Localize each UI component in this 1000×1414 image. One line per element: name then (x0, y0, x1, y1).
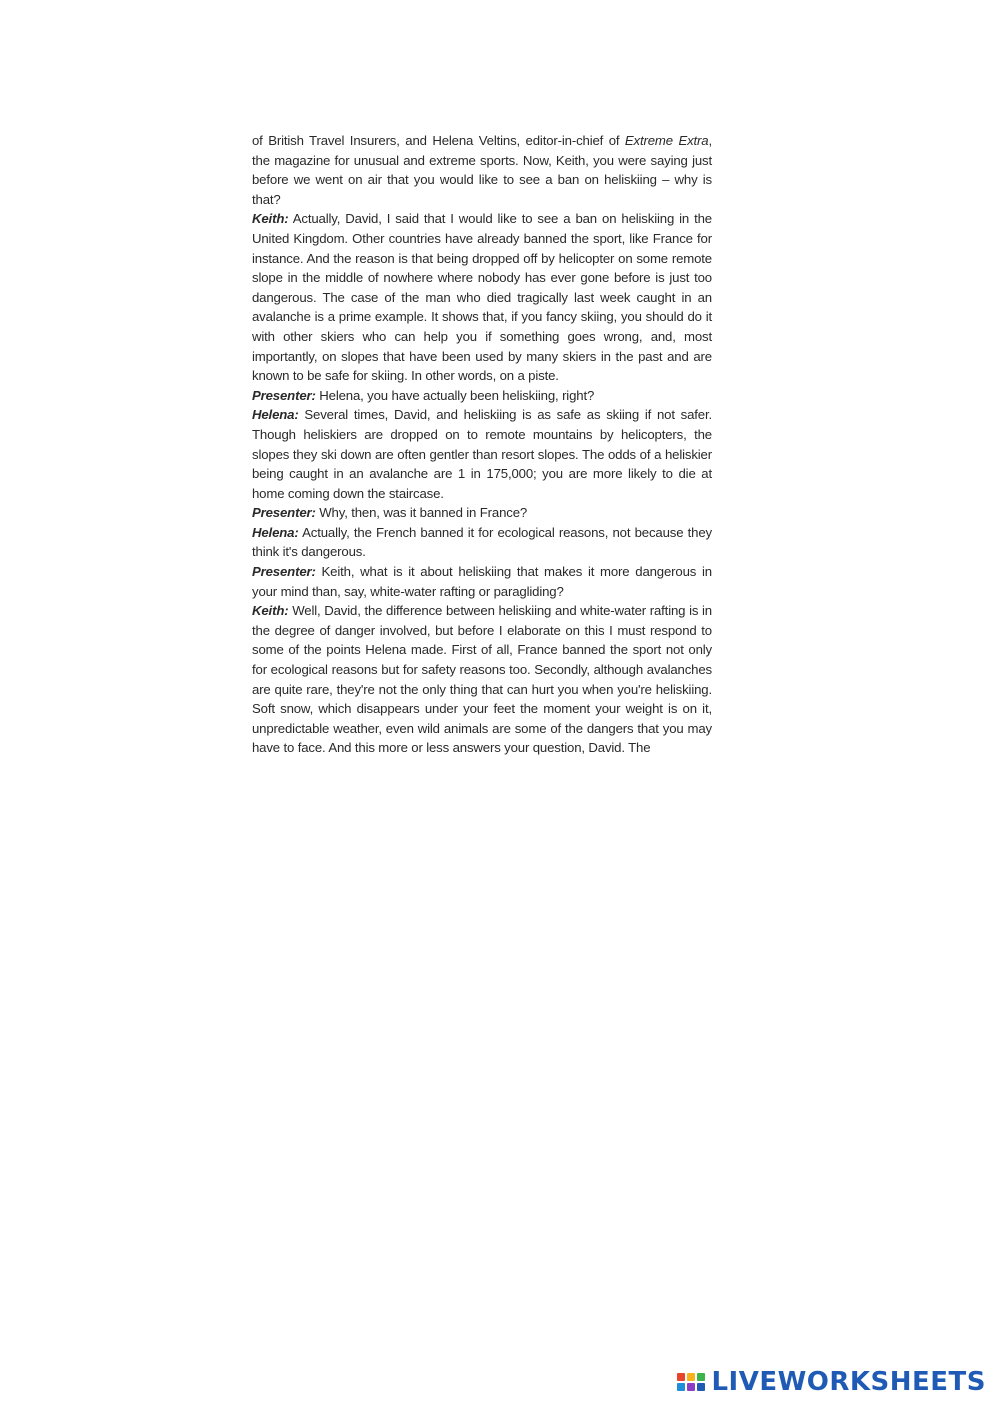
dialogue-turn (252, 523, 712, 562)
turn-text: Keith, what is it about heliskiing that makes it more dangerous in your mind than, say, white-water rafting or paragliding? (252, 564, 712, 599)
logo-square (697, 1373, 705, 1381)
turn-text: Several times, David, and heliskiing is as safe as skiing if not safer. Though heliskiers are dropped on to remote mountains by helicopters, the slopes they ski down are often gentler than resort slopes. The odds of a heliskier being caught in an avalanche are 1 in 175,000; you are more likely to die at home coming down the staircase. (252, 407, 712, 501)
intro-text-start: of British Travel Insurers, and Helena Veltins, editor-in-chief of (252, 133, 625, 148)
turn-text: Actually, the French banned it for ecological reasons, not because they think it's dangerous. (252, 524, 712, 560)
dialogue-turn (252, 601, 712, 758)
liveworksheets-logo (677, 1366, 986, 1398)
logo-text: LIVEWORKSHEETS (711, 1367, 986, 1397)
logo-square (687, 1373, 695, 1381)
speaker-label: Presenter: (252, 387, 316, 403)
logo-square (677, 1383, 685, 1391)
speaker-label: Presenter: (252, 564, 316, 580)
turn-text: Well, David, the difference between heliskiing and white-water rafting is in the degree of danger involved, but before I elaborate on this I must respond to some of the points Helena made. First of all, France banned the sport not only for ecological reasons but for safety reasons too. Secondly, although avalanches are quite rare, they're not the only thing that can hurt you when you're heliskiing. Soft snow, which disappears under your feet the moment your weight is on it, unpredictable weather, even wild animals are some of the dangers that you may have to face. And this more or less answers your question, David. The (252, 603, 712, 756)
logo-square (677, 1373, 685, 1381)
dialogue-turn (252, 386, 712, 406)
dialogue-turn (252, 503, 712, 523)
speaker-label: Presenter: (252, 505, 316, 521)
logo-square (687, 1383, 695, 1391)
document-body (252, 131, 712, 758)
speaker-label: Keith: (252, 603, 289, 619)
turn-text: Actually, David, I said that I would like to see a ban on heliskiing in the United Kingdom. Other countries have already banned the sport, like France for instance. And the reason is that being dropped off by helicopter on some remote slope in the middle of nowhere where nobody has ever gone before is just too dangerous. The case of the man who died tragically last week caught in an avalanche is a prime example. It shows that, if you fancy skiing, you should do it with other skiers who can help you if something goes wrong, and, most importantly, on slopes that have been used by many skiers in the past and are known to be safe for skiing. In other words, on a piste. (252, 211, 712, 384)
dialogue-turn (252, 405, 712, 503)
speaker-label: Helena: (252, 524, 299, 540)
speaker-label: Keith: (252, 211, 289, 227)
turn-text: Helena, you have actually been heliskiing, right? (315, 387, 595, 403)
magazine-title: Extreme Extra (624, 133, 709, 148)
logo-mark-icon (677, 1373, 705, 1391)
dialogue-turn (252, 562, 712, 601)
speaker-label: Helena: (252, 407, 299, 423)
intro-text-end: , the magazine for unusual and extreme sports. Now, Keith, you were saying just before we went on air that you would like to see a ban on heliskiing – why is that? (252, 133, 712, 207)
dialogue-turn (252, 209, 712, 385)
logo-square (697, 1383, 705, 1391)
turn-text: Why, then, was it banned in France? (315, 505, 528, 521)
intro-paragraph (252, 131, 712, 209)
